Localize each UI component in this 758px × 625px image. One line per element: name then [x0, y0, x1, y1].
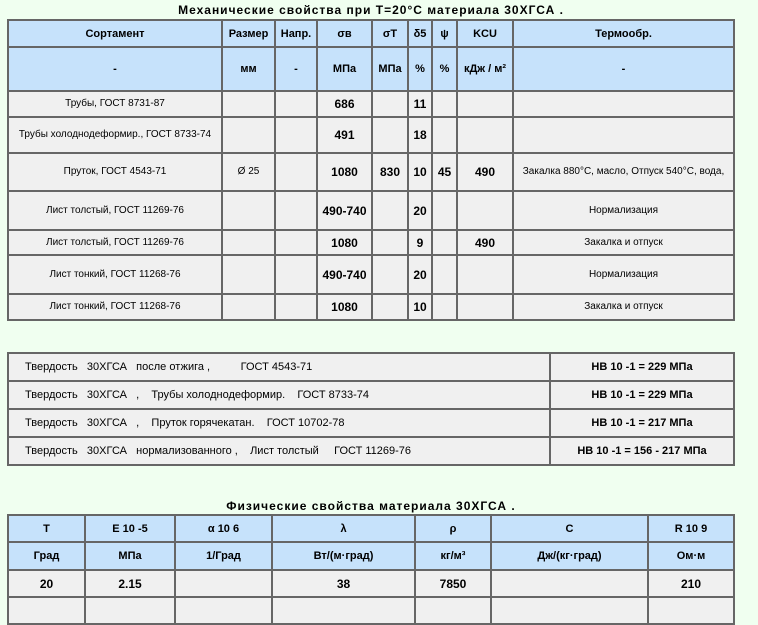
table-cell — [222, 294, 275, 320]
table-cell: Град — [8, 542, 85, 570]
table-row — [8, 117, 734, 153]
table-cell: 20 — [408, 255, 432, 294]
table-cell: 490-740 — [317, 191, 372, 230]
table-cell: МПа — [317, 47, 372, 91]
table-row — [8, 542, 734, 570]
table-row — [8, 255, 734, 294]
table-cell: 11 — [408, 91, 432, 117]
hardness-value: HB 10 -1 = 229 МПа — [550, 381, 734, 409]
table-cell: KCU — [457, 20, 513, 47]
table-cell: ψ — [432, 20, 457, 47]
table-cell — [275, 117, 317, 153]
table-cell — [272, 597, 415, 624]
table-cell: 10 — [408, 153, 432, 191]
table-row — [8, 570, 734, 597]
table-cell: 1080 — [317, 294, 372, 320]
table-row — [8, 91, 734, 117]
table-cell — [275, 255, 317, 294]
table-cell: 1080 — [317, 230, 372, 255]
table-cell — [432, 230, 457, 255]
table-row — [8, 597, 734, 624]
hardness-text: Твердость 30ХГСА , Трубы холоднодеформир. ГОСТ 8733-74 — [8, 381, 550, 409]
table-cell: Ø 25 — [222, 153, 275, 191]
table-cell: кг/м³ — [415, 542, 491, 570]
table-row — [8, 20, 734, 47]
table-cell — [372, 191, 408, 230]
table-cell — [275, 230, 317, 255]
hardness-row — [8, 409, 734, 437]
table-cell — [222, 255, 275, 294]
table-row — [8, 294, 734, 320]
mech-title: Механические свойства при Т=20°С материала 30ХГСА . — [178, 3, 564, 17]
table-cell: Трубы холоднодеформир., ГОСТ 8733-74 — [8, 117, 222, 153]
table-cell: Напр. — [275, 20, 317, 47]
table-cell: 490-740 — [317, 255, 372, 294]
table-cell — [457, 191, 513, 230]
table-cell: C — [491, 515, 648, 542]
table-cell — [432, 294, 457, 320]
table-cell: 686 — [317, 91, 372, 117]
table-cell: Закалка и отпуск — [513, 230, 734, 255]
table-row — [8, 230, 734, 255]
table-cell — [457, 255, 513, 294]
table-cell: - — [275, 47, 317, 91]
table-cell: Закалка 880°C, масло, Отпуск 540°C, вода, — [513, 153, 734, 191]
table-cell — [222, 91, 275, 117]
table-cell: 9 — [408, 230, 432, 255]
table-cell: 20 — [408, 191, 432, 230]
table-cell: T — [8, 515, 85, 542]
table-cell: % — [408, 47, 432, 91]
hardness-text: Твердость 30ХГСА после отжига , ГОСТ 4543-71 — [8, 353, 550, 381]
table-row — [8, 47, 734, 91]
table-cell: 20 — [8, 570, 85, 597]
hardness-value: HB 10 -1 = 156 - 217 МПа — [550, 437, 734, 465]
table-cell: мм — [222, 47, 275, 91]
table-cell — [175, 570, 272, 597]
table-cell: E 10 -5 — [85, 515, 175, 542]
table-cell: Нормализация — [513, 191, 734, 230]
table-cell: - — [8, 47, 222, 91]
table-cell: 1080 — [317, 153, 372, 191]
table-row — [8, 153, 734, 191]
table-cell: σв — [317, 20, 372, 47]
table-cell: 2.15 — [85, 570, 175, 597]
hardness-value: HB 10 -1 = 229 МПа — [550, 353, 734, 381]
hardness-row — [8, 353, 734, 381]
table-cell: Вт/(м·град) — [272, 542, 415, 570]
table-cell: Термообр. — [513, 20, 734, 47]
table-cell: 18 — [408, 117, 432, 153]
table-cell — [457, 117, 513, 153]
hardness-text: Твердость 30ХГСА нормализованного , Лист толстый ГОСТ 11269-76 — [8, 437, 550, 465]
table-cell: МПа — [85, 542, 175, 570]
phys-title: Физические свойства материала 30ХГСА . — [226, 499, 516, 513]
table-cell — [275, 294, 317, 320]
table-cell: - — [513, 47, 734, 91]
table-cell: 490 — [457, 230, 513, 255]
table-cell: α 10 6 — [175, 515, 272, 542]
table-cell — [222, 191, 275, 230]
table-cell: Лист тонкий, ГОСТ 11268-76 — [8, 255, 222, 294]
table-cell — [372, 294, 408, 320]
hardness-table — [7, 352, 735, 466]
table-cell: Закалка и отпуск — [513, 294, 734, 320]
table-cell: 1/Град — [175, 542, 272, 570]
table-cell: 7850 — [415, 570, 491, 597]
table-cell: МПа — [372, 47, 408, 91]
table-cell: σT — [372, 20, 408, 47]
table-cell: Лист тонкий, ГОСТ 11268-76 — [8, 294, 222, 320]
table-cell — [432, 191, 457, 230]
table-cell: 45 — [432, 153, 457, 191]
table-cell — [372, 117, 408, 153]
table-cell: % — [432, 47, 457, 91]
table-cell — [432, 255, 457, 294]
physical-properties-table — [7, 514, 735, 625]
table-cell — [513, 91, 734, 117]
table-cell — [275, 91, 317, 117]
table-cell — [372, 230, 408, 255]
table-cell — [8, 597, 85, 624]
table-cell: 490 — [457, 153, 513, 191]
table-cell: ρ — [415, 515, 491, 542]
table-cell — [491, 597, 648, 624]
table-cell — [415, 597, 491, 624]
table-cell — [457, 91, 513, 117]
table-cell: кДж / м² — [457, 47, 513, 91]
mechanical-properties-table — [7, 19, 735, 321]
table-cell: Сортамент — [8, 20, 222, 47]
hardness-row — [8, 437, 734, 465]
table-cell: 38 — [272, 570, 415, 597]
table-cell — [432, 117, 457, 153]
table-cell — [222, 230, 275, 255]
table-row — [8, 515, 734, 542]
table-cell: Лист толстый, ГОСТ 11269-76 — [8, 230, 222, 255]
table-cell: Размер — [222, 20, 275, 47]
table-cell — [513, 117, 734, 153]
table-cell: Ом·м — [648, 542, 734, 570]
table-cell: 210 — [648, 570, 734, 597]
table-cell — [275, 191, 317, 230]
table-cell: 830 — [372, 153, 408, 191]
hardness-value: HB 10 -1 = 217 МПа — [550, 409, 734, 437]
table-cell — [457, 294, 513, 320]
table-cell — [491, 570, 648, 597]
table-cell — [372, 255, 408, 294]
table-cell: Трубы, ГОСТ 8731-87 — [8, 91, 222, 117]
table-cell — [372, 91, 408, 117]
table-cell — [222, 117, 275, 153]
hardness-row — [8, 381, 734, 409]
table-cell: Дж/(кг·град) — [491, 542, 648, 570]
table-cell: 10 — [408, 294, 432, 320]
table-cell: 491 — [317, 117, 372, 153]
table-cell: Пруток, ГОСТ 4543-71 — [8, 153, 222, 191]
hardness-text: Твердость 30ХГСА , Пруток горячекатан. ГОСТ 10702-78 — [8, 409, 550, 437]
table-cell — [85, 597, 175, 624]
table-cell: Лист толстый, ГОСТ 11269-76 — [8, 191, 222, 230]
table-cell: Нормализация — [513, 255, 734, 294]
table-cell — [648, 597, 734, 624]
table-cell — [432, 91, 457, 117]
table-cell: δ5 — [408, 20, 432, 47]
table-row — [8, 191, 734, 230]
table-cell: λ — [272, 515, 415, 542]
table-cell: R 10 9 — [648, 515, 734, 542]
table-cell — [175, 597, 272, 624]
table-cell — [275, 153, 317, 191]
